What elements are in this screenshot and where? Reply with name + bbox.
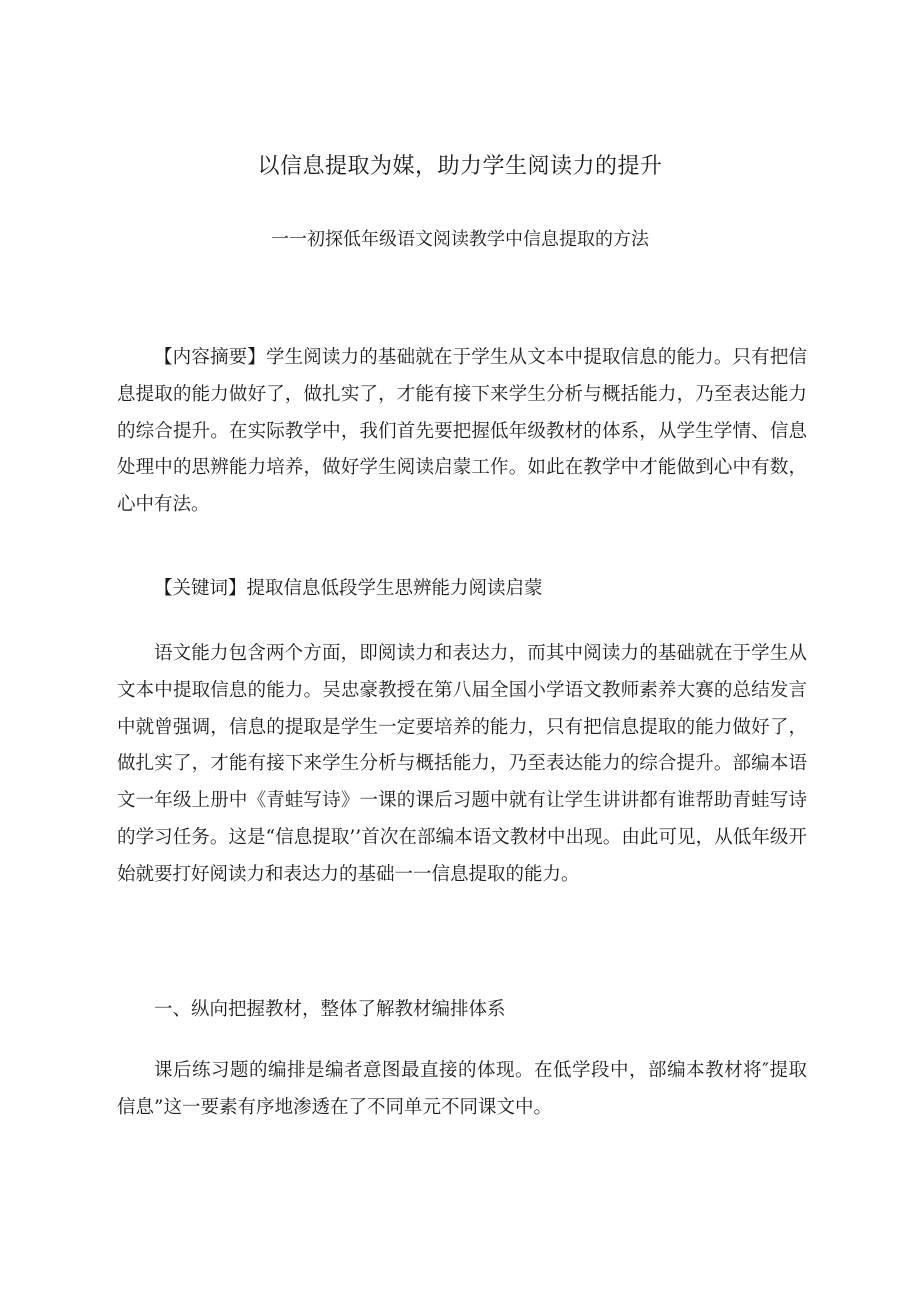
keywords-label: 【关键词】 — [154, 578, 247, 599]
body-paragraph-1: 语文能力包含两个方面，即阅读力和表达力，而其中阅读力的基础就在于学生从文本中提取信息的能力。吴忠豪教授在第八届全国小学语文教师素养大赛的总结发言中就曾强调，信息的提取是学生一定要培养的能力，只有把信息提取的能力做好了，做扎实了，才能有接下来学生分析与概括能力，乃至表达能力的综合提升。部编本语文一年级上册中《青蛙写诗》一课的课后习题中就有让学生讲讲都有谁帮助青蛙写诗的学习任务。这是“信息提取’’首次在部编本语文教材中出现。由此可见，从低年级开始就要打好阅读力和表达力的基础一一信息提取的能力。 — [117, 643, 807, 885]
document-title: 以信息提取为媒，助力学生阅读力的提升 — [257, 154, 663, 179]
keywords-text: 提取信息低段学生思辨能力阅读启蒙 — [246, 578, 543, 599]
abstract-paragraph — [117, 340, 807, 524]
body-paragraph-2: 课后练习题的编排是编者意图最直接的体现。在低学段中，部编本教材将″提取信息”这一要素有序地渗透在了不同单元不同课文中。 — [117, 1060, 807, 1118]
abstract-text: 学生阅读力的基础就在于学生从文本中提取信息的能力。只有把信息提取的能力做好了，做扎实了，才能有接下来学生分析与概括能力，乃至表达能力的综合提升。在实际教学中，我们首先要把握低年级教材的体系，从学生学情、信息处理中的思辨能力培养，做好学生阅读启蒙工作。如此在教学中才能做到心中有数，心中有法。 — [117, 347, 807, 516]
keywords-paragraph — [117, 571, 807, 608]
abstract-label: 【内容摘要】 — [154, 347, 266, 368]
section-heading-1: 一、纵向把握教材，整体了解教材编排体系 — [154, 999, 506, 1020]
document-subtitle: 一一初探低年级语文阅读教学中信息提取的方法 — [271, 229, 649, 250]
